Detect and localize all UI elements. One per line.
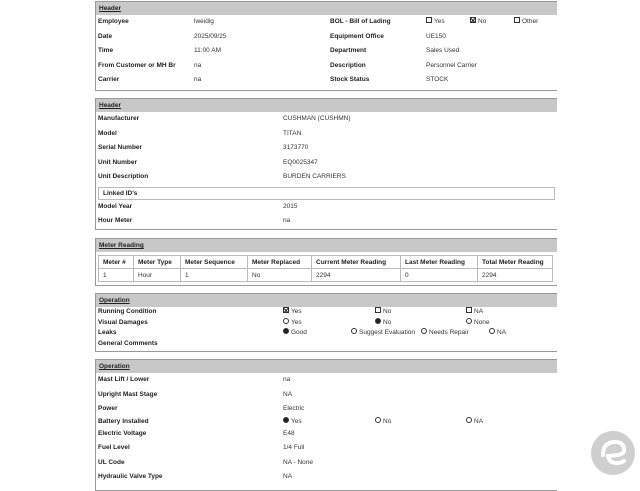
header-section: [95, 1, 557, 91]
leaks-suggest-evaluation-option[interactable]: Suggest Evaluation: [351, 328, 415, 339]
time-value: 11:00 AM: [194, 47, 221, 54]
model-value: TITAN: [283, 129, 302, 137]
field-row: [96, 388, 557, 403]
bol-no-option[interactable]: No: [470, 15, 486, 30]
checked-checkbox-icon[interactable]: [470, 17, 476, 23]
leaks-needs-repair-option[interactable]: Needs Repair: [421, 328, 469, 339]
field-row: [96, 470, 557, 485]
field-row: [96, 373, 557, 388]
checkbox-icon[interactable]: [426, 17, 432, 23]
battery-na-option[interactable]: NA: [466, 417, 483, 427]
visual-damages-row: [96, 318, 557, 329]
model-label: Model: [98, 129, 117, 137]
battery-yes-option[interactable]: Yes: [283, 417, 302, 427]
manufacturer-value: CUSHMAN (CUSHMN): [283, 115, 351, 122]
running-condition-row: [96, 307, 557, 318]
electric-voltage-value: E48: [283, 429, 295, 437]
mast-lift-label: Mast Lift / Lower: [98, 376, 150, 383]
radio-selected-icon[interactable]: [283, 328, 289, 334]
department-value: Sales Used: [426, 47, 460, 54]
leaks-row: [96, 328, 557, 339]
mast-lift-value: na: [283, 376, 291, 383]
unit-description-value: BURDEN CARRIERS: [283, 173, 346, 180]
battery-no-option[interactable]: No: [375, 417, 391, 427]
bol-other-option[interactable]: Other: [514, 15, 538, 30]
table-cell: 1: [181, 269, 248, 282]
table-cell: 1: [99, 269, 134, 282]
table-cell: 2294: [312, 269, 401, 282]
leaks-label: Leaks: [98, 329, 117, 336]
ul-code-value: NA - None: [283, 458, 313, 466]
visual-yes-option[interactable]: Yes: [283, 318, 302, 329]
description-label: Description: [330, 61, 366, 69]
from-customer-value: na: [194, 61, 202, 69]
radio-selected-icon[interactable]: [375, 318, 381, 324]
operation-details-section: [95, 359, 557, 491]
carrier-label: Carrier: [98, 76, 120, 83]
battery-installed-row: [96, 417, 557, 427]
general-comments-label: General Comments: [98, 339, 158, 347]
checkbox-icon[interactable]: [375, 307, 381, 313]
radio-icon[interactable]: [351, 328, 357, 334]
date-value: 2025/09/25: [194, 32, 227, 40]
field-row: [96, 15, 557, 30]
upright-mast-stage-value: NA: [283, 390, 293, 398]
stock-status-label: Stock Status: [330, 76, 370, 83]
table-cell: 2294: [478, 269, 553, 282]
field-row: [96, 156, 557, 171]
description-value: Personnel Carrier: [426, 61, 477, 69]
hydraulic-valve-type-label: Hydraulic Valve Type: [98, 473, 163, 480]
date-label: Date: [98, 32, 113, 40]
radio-icon[interactable]: [283, 318, 289, 324]
section-title: Operation: [96, 294, 557, 307]
section-title: Meter Reading: [96, 239, 557, 252]
e-logo-icon: [590, 430, 636, 476]
time-label: Time: [98, 47, 114, 54]
employee-value: lweidig: [194, 18, 214, 25]
equipment-office-value: UE150: [426, 32, 446, 40]
stock-status-value: STOCK: [426, 76, 449, 83]
checkbox-icon[interactable]: [466, 307, 472, 313]
from-customer-label: From Customer or MH Br: [98, 61, 176, 69]
field-row: [96, 59, 557, 74]
equipment-section: [95, 98, 557, 230]
radio-selected-icon[interactable]: [283, 417, 289, 423]
table-row: [99, 269, 553, 282]
serial-number-value: 3173770: [283, 144, 309, 151]
unit-number-label: Unit Number: [98, 158, 137, 166]
field-row: [96, 30, 557, 45]
model-year-label: Model Year: [98, 202, 133, 210]
general-comments-row: [96, 339, 557, 350]
column-header: Current Meter Reading: [312, 256, 401, 269]
equipment-office-label: Equipment Office: [330, 32, 384, 40]
table-cell: No: [248, 269, 312, 282]
section-title: Header: [96, 99, 557, 112]
visual-damages-label: Visual Damages: [98, 318, 148, 326]
column-header: Meter Sequence: [181, 256, 248, 269]
power-value: Electric: [283, 405, 305, 412]
leaks-good-option[interactable]: Good: [283, 328, 307, 339]
leaks-na-option[interactable]: NA: [489, 328, 506, 339]
bol-label: BOL - Bill of Lading: [330, 18, 391, 25]
field-row: [96, 200, 557, 215]
table-cell: Hour: [134, 269, 181, 282]
bol-yes-option[interactable]: Yes: [426, 15, 445, 30]
radio-icon[interactable]: [466, 417, 472, 423]
fuel-level-value: 1/4 Full: [283, 444, 305, 451]
radio-icon[interactable]: [489, 328, 495, 334]
employee-label: Employee: [98, 18, 129, 25]
field-row: [96, 141, 557, 156]
serial-number-label: Serial Number: [98, 144, 143, 151]
field-row: [96, 441, 557, 456]
unit-number-value: EQ0025347: [283, 158, 318, 166]
unit-description-label: Unit Description: [98, 173, 149, 180]
field-row: [96, 427, 557, 442]
field-row: [96, 73, 557, 88]
linked-ids-box: Linked ID's: [98, 187, 555, 200]
running-na-option[interactable]: NA: [466, 307, 483, 318]
section-title: Header: [96, 2, 557, 15]
department-label: Department: [330, 47, 367, 54]
radio-icon[interactable]: [421, 328, 427, 334]
running-yes-option[interactable]: Yes: [283, 307, 302, 318]
column-header: Total Meter Reading: [478, 256, 553, 269]
meter-reading-section: [95, 238, 557, 286]
hour-meter-label: Hour Meter: [98, 217, 133, 224]
operation-section: [95, 293, 557, 352]
fuel-level-label: Fuel Level: [98, 444, 130, 451]
checked-checkbox-icon[interactable]: [283, 307, 289, 313]
field-row: [96, 127, 557, 142]
manufacturer-label: Manufacturer: [98, 115, 140, 122]
power-label: Power: [98, 405, 118, 412]
table-cell: 0: [401, 269, 478, 282]
model-year-value: 2015: [283, 202, 298, 210]
field-row: [96, 112, 557, 127]
battery-installed-label: Battery Installed: [98, 417, 149, 425]
running-no-option[interactable]: No: [375, 307, 391, 318]
field-row: [96, 44, 557, 59]
electric-voltage-label: Electric Voltage: [98, 429, 147, 437]
carrier-value: na: [194, 76, 202, 83]
field-row: [96, 402, 557, 417]
running-condition-label: Running Condition: [98, 308, 157, 315]
column-header: Last Meter Reading: [401, 256, 478, 269]
radio-icon[interactable]: [375, 417, 381, 423]
field-row: [96, 456, 557, 471]
column-header: Meter Replaced: [248, 256, 312, 269]
upright-mast-stage-label: Upright Mast Stage: [98, 390, 158, 398]
field-row: [96, 214, 557, 229]
field-row: [96, 170, 557, 185]
table-header-row: [99, 256, 553, 269]
visual-no-option[interactable]: No: [375, 318, 391, 329]
column-header: Meter #: [99, 256, 134, 269]
hour-meter-value: na: [283, 217, 291, 224]
visual-none-option[interactable]: None: [466, 318, 490, 329]
column-header: Meter Type: [134, 256, 181, 269]
hydraulic-valve-type-value: NA: [283, 473, 293, 480]
radio-icon[interactable]: [466, 318, 472, 324]
checkbox-icon[interactable]: [514, 17, 520, 23]
section-title: Operation: [96, 360, 557, 373]
ul-code-label: UL Code: [98, 458, 125, 466]
meter-table: [98, 255, 553, 282]
